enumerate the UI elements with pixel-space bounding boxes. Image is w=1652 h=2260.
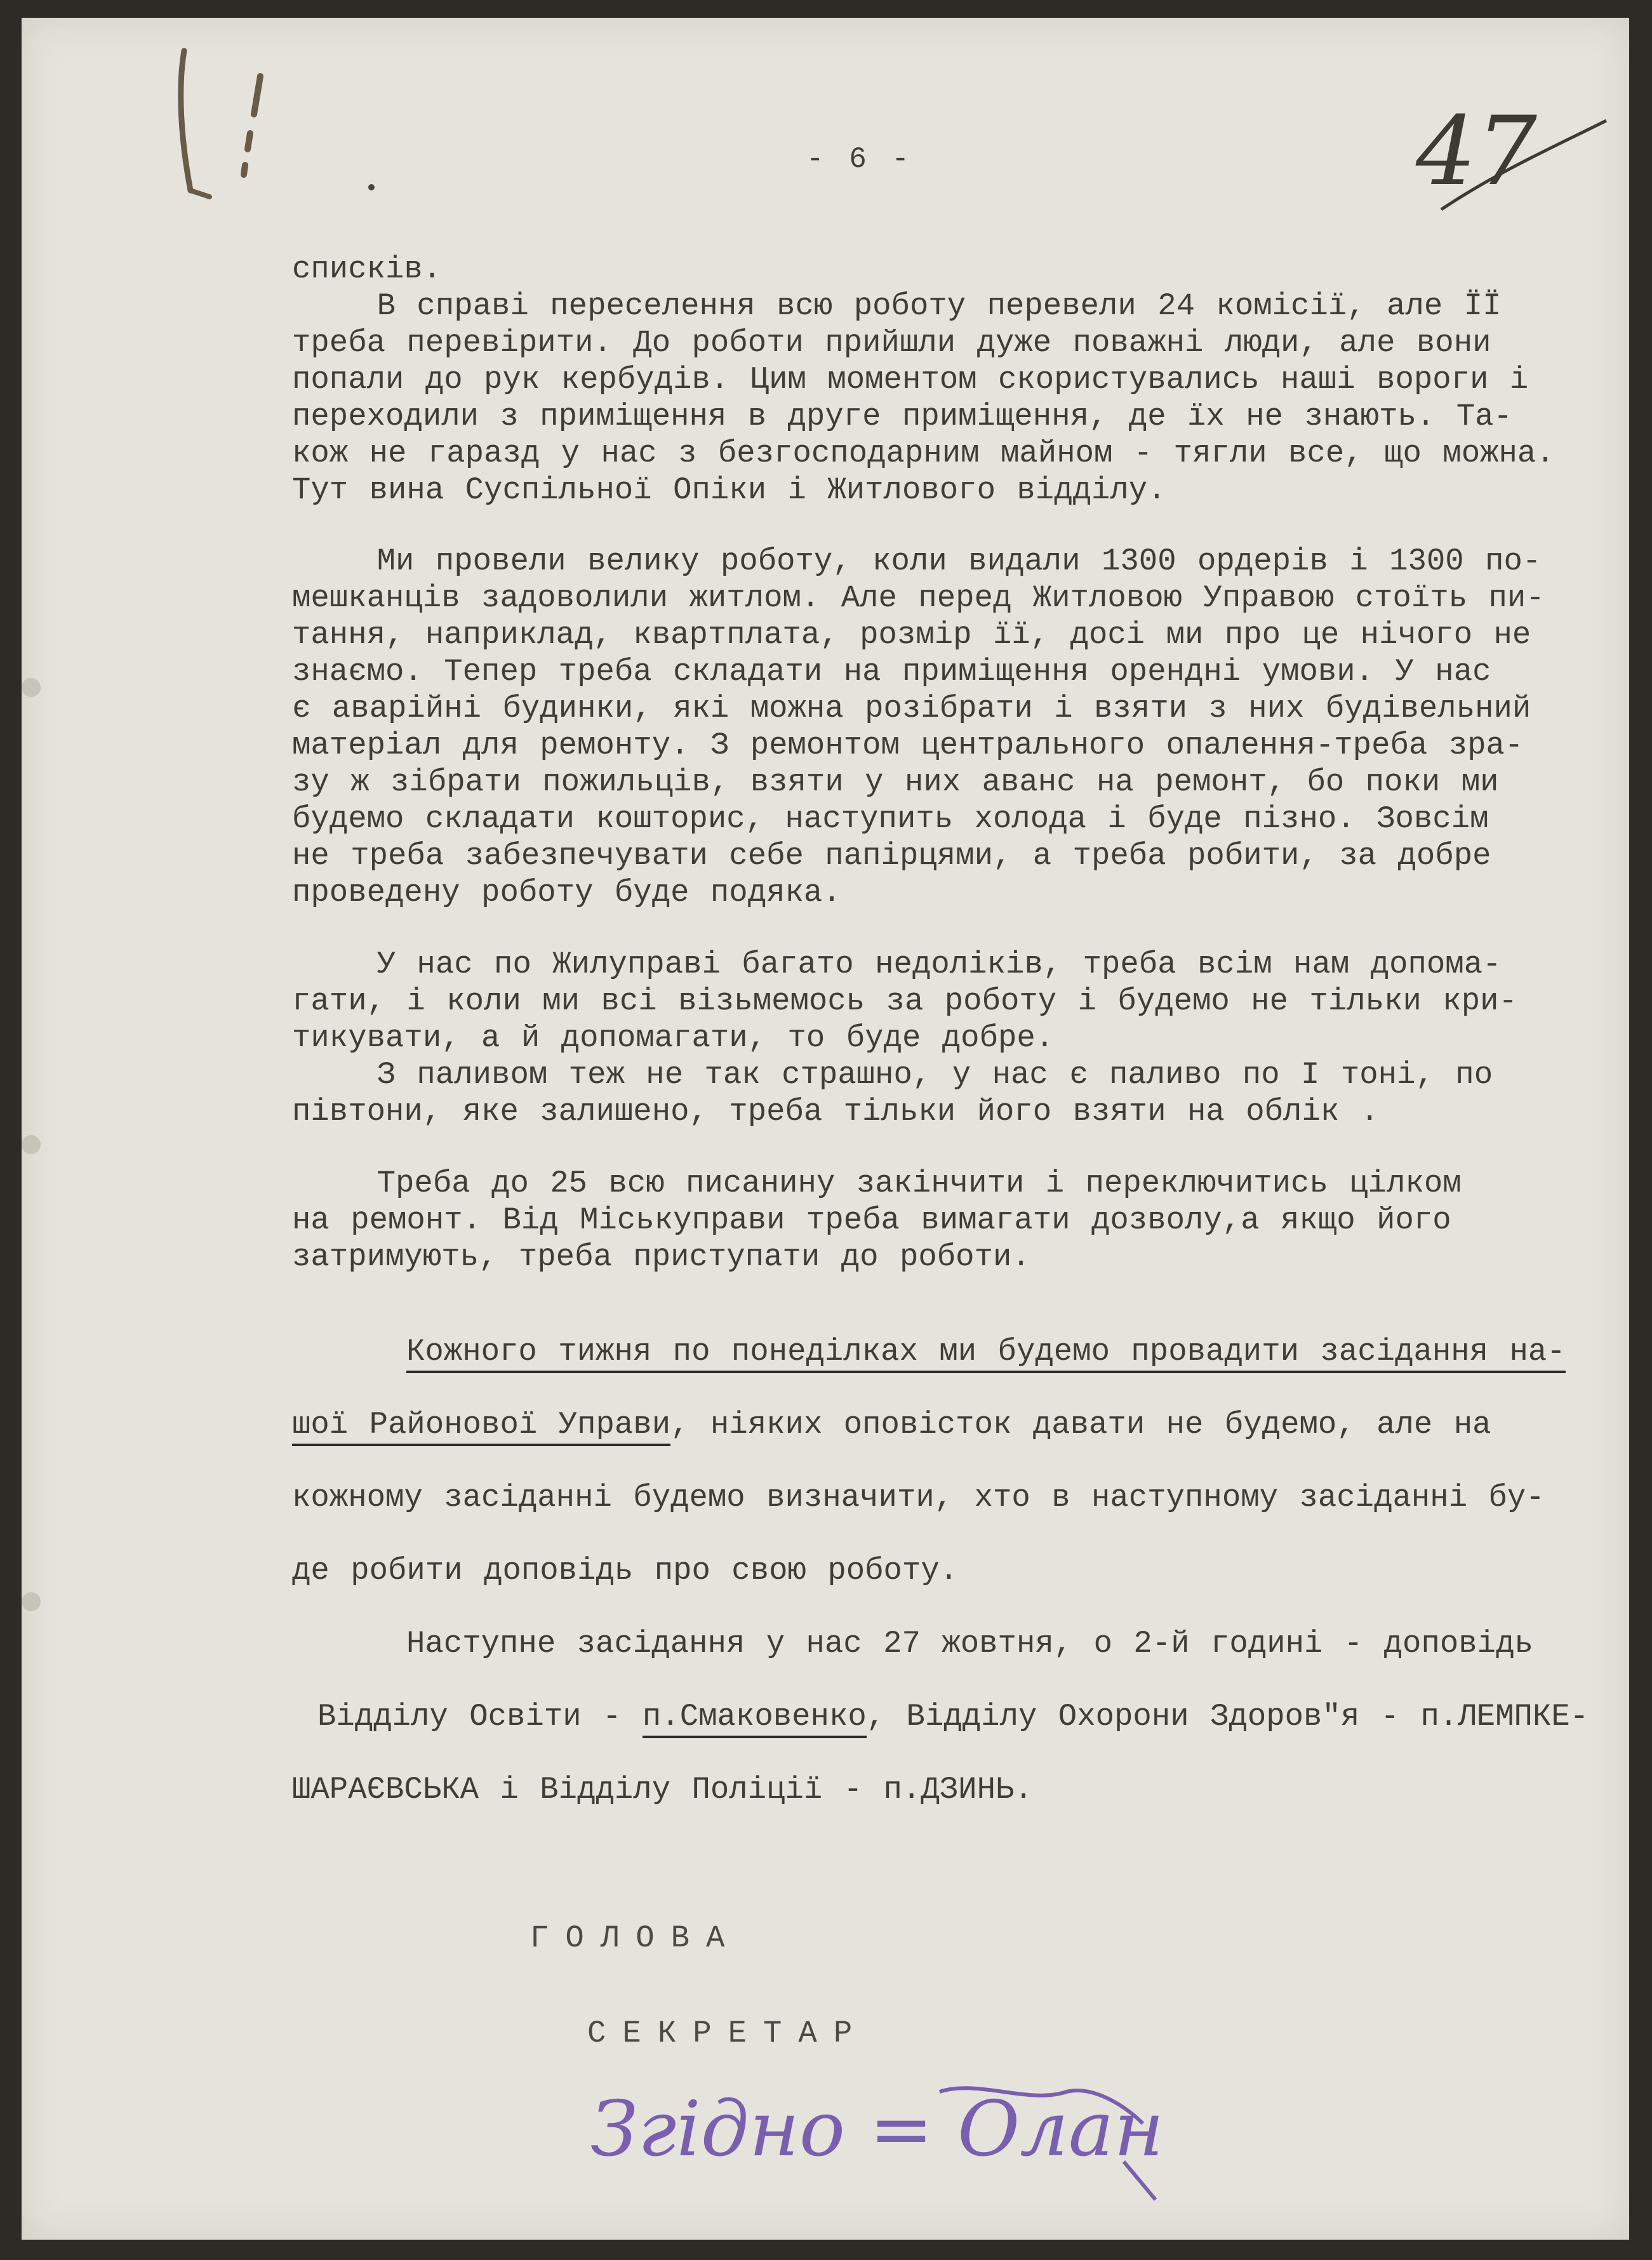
text-line: ШАРАЄВСЬКА і Відділу Поліції - п.ДЗИНЬ. xyxy=(292,1772,1033,1807)
folio-number: 47 xyxy=(1416,96,1537,207)
text-line: проведену роботу буде подяка. xyxy=(292,875,841,910)
underlined-text: п.Смаковенко xyxy=(643,1699,867,1738)
text-segment: , ніяких оповісток давати не будемо, але на xyxy=(670,1407,1491,1442)
text-line: на ремонт. Від Міськуправи треба вимагати дозволу,а якщо його xyxy=(292,1202,1451,1238)
ink-dot xyxy=(368,184,375,190)
text-line: кожному засіданні будемо визначити, хто в наступному засіданні бу- xyxy=(292,1480,1545,1515)
text-line: Треба до 25 всю писанину закінчити і переключитись цілком xyxy=(292,1166,1462,1201)
text-line: тикувати, а й допомагати, то буде добре. xyxy=(292,1020,1055,1056)
text-segment: , Відділу Охорони Здоров"я - п.ЛЕМПКЕ- xyxy=(866,1699,1589,1734)
text-line: є аварійні будинки, які можна розібрати і взяти з них будівельний xyxy=(292,691,1531,726)
text-line: затримують, треба приступати до роботи. xyxy=(292,1239,1030,1275)
text-line: гати, і коли ми всі візьмемось за роботу і будемо не тільки кри- xyxy=(292,983,1517,1019)
text-line: зу ж зібрати пожильців, взяти у них аванс на ремонт, бо поки ми xyxy=(292,764,1499,800)
pencil-mark-icon xyxy=(165,44,292,209)
text-line: тання, наприклад, квартплата, розмір її, досі ми про це нічого не xyxy=(292,617,1531,653)
text-line: попали до рук кербудів. Цим моментом скористувались наші вороги і xyxy=(292,362,1529,397)
text-line xyxy=(406,1333,1566,1370)
text-line: півтони, яке залишено, треба тільки його взяти на облік . xyxy=(292,1094,1380,1129)
text-line: Ми провели велику роботу, коли видали 1300 ордерів і 1300 по- xyxy=(292,543,1542,579)
underlined-text: Кожного тижня по понеділках ми будемо провадити засідання на- xyxy=(406,1334,1566,1373)
text-segment: Відділу Освіти - xyxy=(317,1699,643,1734)
text-line: У нас по Жилуправі багато недоліків, треба всім нам допома- xyxy=(292,947,1502,982)
text-line xyxy=(317,1698,1589,1735)
text-line: треба перевірити. До роботи прийшли дуже поважні люди, але вони xyxy=(292,325,1491,361)
next-meeting-paragraph xyxy=(292,1625,1589,1807)
text-line: списків. xyxy=(292,251,442,287)
text-line: Наступне засідання у нас 27 жовтня, о 2-й годині - доповідь xyxy=(406,1626,1533,1661)
text-line: будемо складати кошторис, наступить холода і буде пізно. Зовсім xyxy=(292,801,1489,837)
text-line: кож не гаразд у нас з безгосподарним майном - тягли все, що можна. xyxy=(292,435,1555,471)
text-line: З паливом теж не так страшно, у нас є паливо по І тоні, по xyxy=(292,1057,1493,1093)
punch-hole xyxy=(22,678,41,697)
handwritten-note-text: Згідно = Олан xyxy=(590,2085,1164,2174)
body-text xyxy=(292,251,1575,1275)
text-line: знаємо. Тепер треба складати на приміщення орендні умови. У нас xyxy=(292,654,1491,689)
text-line: В справі переселення всю роботу перевели 24 комісії, але ЇЇ xyxy=(292,288,1502,324)
punch-hole xyxy=(22,1135,41,1154)
text-line: не треба забезпечувати себе папірцями, а треба робити, за добре xyxy=(292,838,1491,874)
text-line: мешканців задоволили житлом. Але перед Житловою Управою стоїть пи- xyxy=(292,580,1545,616)
page-number: - 6 - xyxy=(806,143,914,176)
chair-signature-label: ГОЛОВА xyxy=(530,1920,742,1956)
text-line: де робити доповідь про свою роботу. xyxy=(292,1553,959,1588)
folio-number-stamp xyxy=(1403,76,1613,222)
text-line: матеріал для ремонту. З ремонтом центрального опалення-треба зра- xyxy=(292,728,1524,763)
secretary-signature-label: СЕКРЕТАР xyxy=(587,2016,869,2051)
underlined-text: шої Районової Управи xyxy=(292,1407,670,1446)
punch-hole xyxy=(22,1592,41,1611)
text-line: Тут вина Суспільної Опіки і Житлового відділу. xyxy=(292,472,1166,508)
handwritten-note xyxy=(584,2066,1219,2206)
meeting-schedule-paragraph xyxy=(292,1333,1575,1588)
text-line: переходили з приміщення в друге приміщення, де їх не знають. Та- xyxy=(292,399,1512,434)
text-line xyxy=(292,1406,1491,1443)
